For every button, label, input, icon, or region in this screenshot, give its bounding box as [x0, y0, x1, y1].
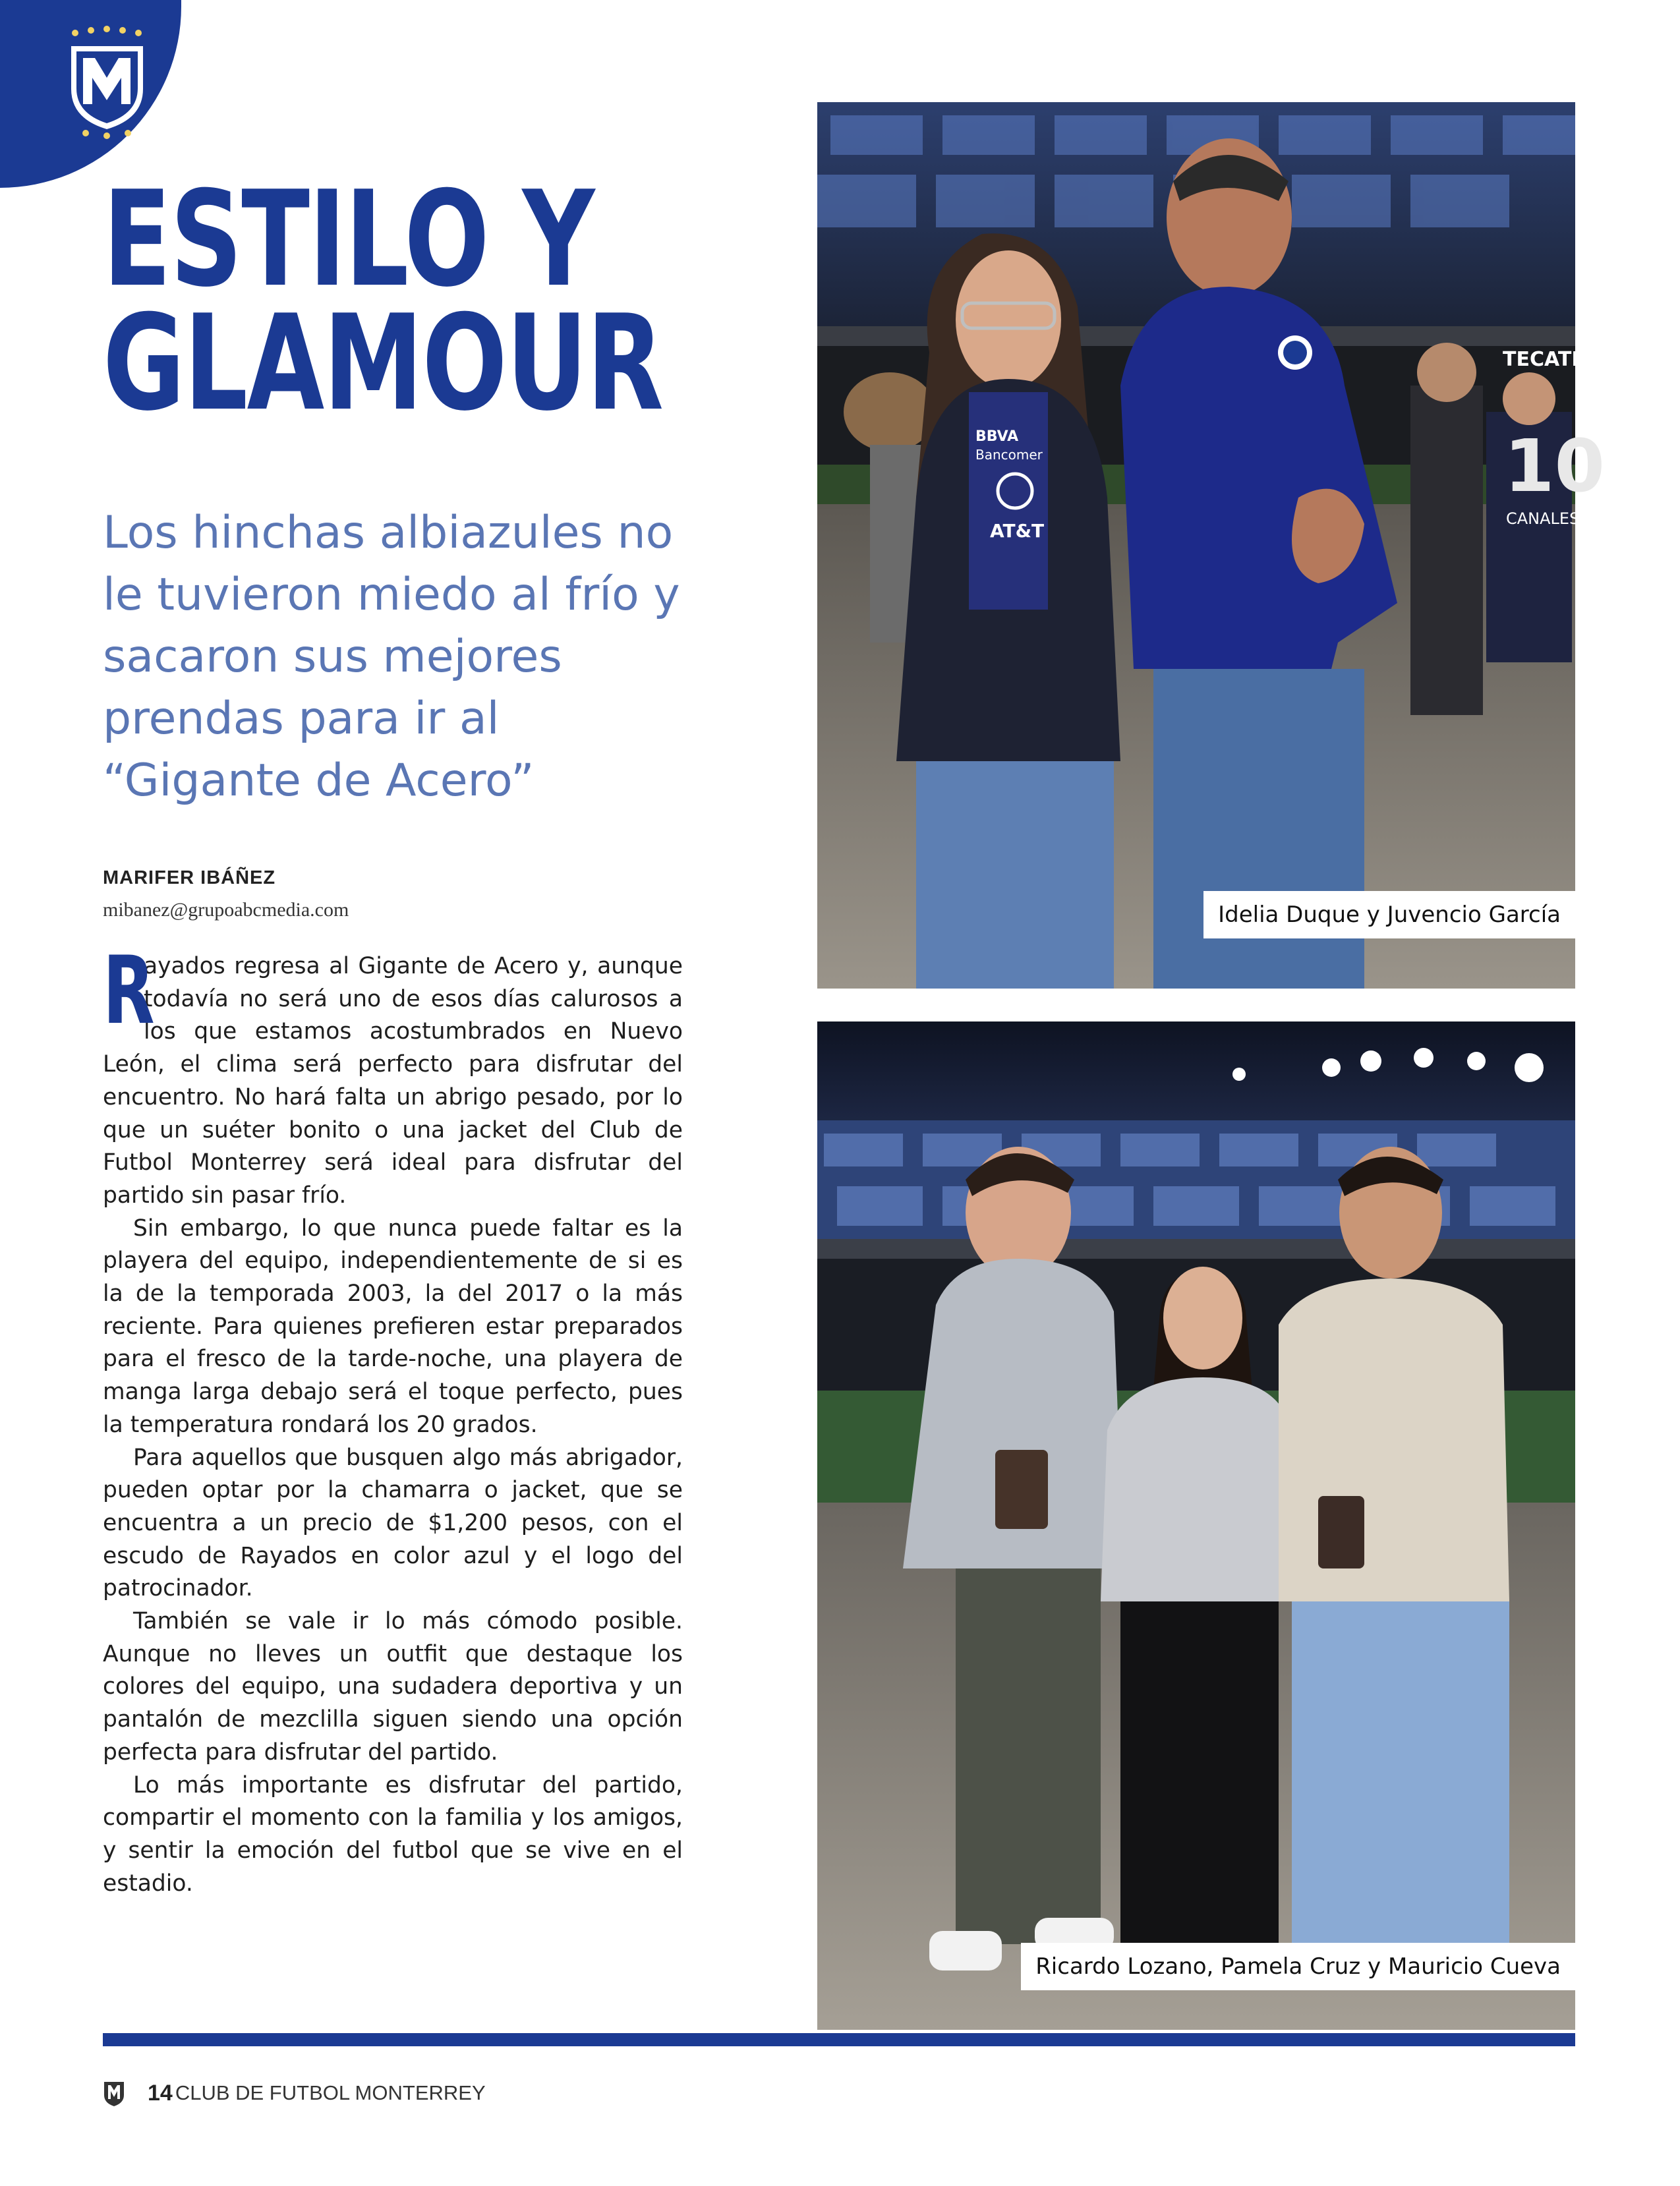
paragraph-3: Para aquellos que busquen algo más abrigador, pueden optar por la chamarra o jacket, que se encuentra a un precio de $1,200 pesos, con el escudo de Rayados en color azul y el logo del patrocinador. [103, 1444, 683, 1602]
drop-cap: R [103, 936, 155, 1045]
paragraph-5: Lo más importante es disfrutar del partido, compartir el momento con la familia y los amigos, y sentir la emoción del futbol que se vive en el estadio. [103, 1771, 683, 1897]
shirt-bank-prefix: BBVA [975, 428, 1019, 445]
club-crest-icon [66, 26, 148, 138]
paragraph-1 [103, 936, 683, 1213]
shirt-bank: Bancomer [975, 447, 1043, 463]
footer-rule [103, 2033, 1575, 2046]
paragraph-2: Sin embargo, lo que nunca puede faltar es la playera del equipo, independientemente de si es la de la temporada 2003, la del 2017 o la más reciente. Para quienes prefieren estar preparados para el fresco de la tarde-noche, una playera de manga larga debajo será el toque perfecto, pues la temperatura rondará los 20 grados. [103, 1215, 683, 1438]
jersey-name: CANALES [1506, 509, 1580, 528]
photo-couple-caption: Idelia Duque y Juvencio García [1203, 891, 1575, 938]
article-body [103, 936, 683, 1900]
photo-group [817, 1021, 1575, 2030]
corner-badge [0, 0, 181, 188]
shirt-sponsor: AT&T [990, 520, 1045, 542]
article-title [103, 163, 663, 440]
jersey-number: 10 [1504, 424, 1606, 508]
paragraph-4: También se vale ir lo más cómodo posible. Aunque no lleves un outfit que destaque los colores del equipo, una sudadera deportiva y un pantalón de mezclilla siguen siendo una opción perfecta para disfrutar del partido. [103, 1608, 683, 1766]
club-crest-mini-icon [103, 2079, 125, 2107]
photo-couple-image [817, 102, 1606, 989]
author-email: mibanez@grupoabcmedia.com [103, 899, 349, 921]
publication-name: CLUB DE FUTBOL MONTERREY [175, 2081, 486, 2104]
title-line-2: GLAMOUR [103, 287, 663, 440]
photo-group-caption: Ricardo Lozano, Pamela Cruz y Mauricio Cueva [1021, 1943, 1575, 1990]
author-name: MARIFER IBÁÑEZ [103, 867, 276, 888]
paragraph-1-text: ayados regresa al Gigante de Acero y, aunque todavía no será uno de esos días calurosos a los que estamos acostumbrados en Nuevo León, el clima será perfecto para disfrutar del encuentro. No hará falta un abrigo pesado, por lo que un suéter bonito o una jacket del Club de Futbol Monterrey será ideal para disfrutar del partido sin pasar frío. [103, 953, 683, 1209]
page-number: 14 [148, 2080, 173, 2106]
photo-group-image [817, 1021, 1575, 2030]
jersey-sponsor: TECATE [1503, 348, 1585, 371]
article-subtitle: Los hinchas albiazules no le tuvieron miedo al frío y sacaron sus mejores prendas para ir al “Gigante de Acero” [103, 507, 680, 807]
title-line-1: ESTILO Y [103, 163, 594, 316]
page-footer [103, 2077, 486, 2109]
photo-couple [817, 102, 1606, 989]
